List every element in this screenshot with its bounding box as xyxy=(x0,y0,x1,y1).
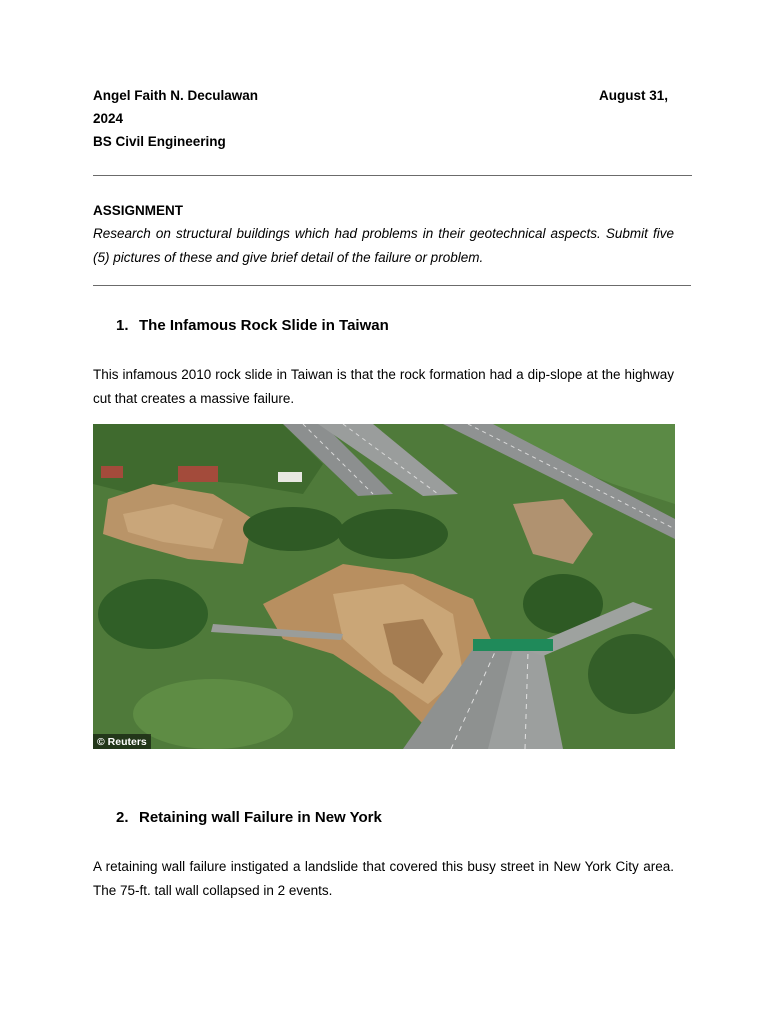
course-name: BS Civil Engineering xyxy=(93,134,226,149)
assignment-instructions: Research on structural buildings which had problems in their geotechnical aspects. Submit five (5) pictures of these and give brief detail of the failure or problem. xyxy=(93,226,674,265)
section-2-body: A retaining wall failure instigated a landslide that covered this busy street in New York City area. The 75-ft. tall wall collapsed in 2 events. xyxy=(93,859,674,898)
section-2-number: 2. xyxy=(116,809,129,826)
author-name: Angel Faith N. Deculawan xyxy=(93,88,259,103)
assignment-label: ASSIGNMENT xyxy=(93,203,184,218)
photo-credit: © Reuters xyxy=(93,734,151,749)
date-year: 2024 xyxy=(93,111,124,126)
date-month-day: August 31, xyxy=(599,88,669,103)
divider-bottom xyxy=(93,285,691,286)
section-2-title: Retaining wall Failure in New York xyxy=(139,809,382,826)
section-1-body: This infamous 2010 rock slide in Taiwan is that the rock formation had a dip-slope at the highway cut that creates a massive failure. xyxy=(93,367,674,406)
rock-slide-illustration xyxy=(93,424,675,749)
section-1-number: 1. xyxy=(116,317,129,334)
section-1-title: The Infamous Rock Slide in Taiwan xyxy=(139,317,389,334)
rock-slide-photo xyxy=(93,424,675,749)
section-1-heading xyxy=(116,316,389,336)
section-2-heading xyxy=(116,808,382,828)
divider-top xyxy=(93,175,692,176)
